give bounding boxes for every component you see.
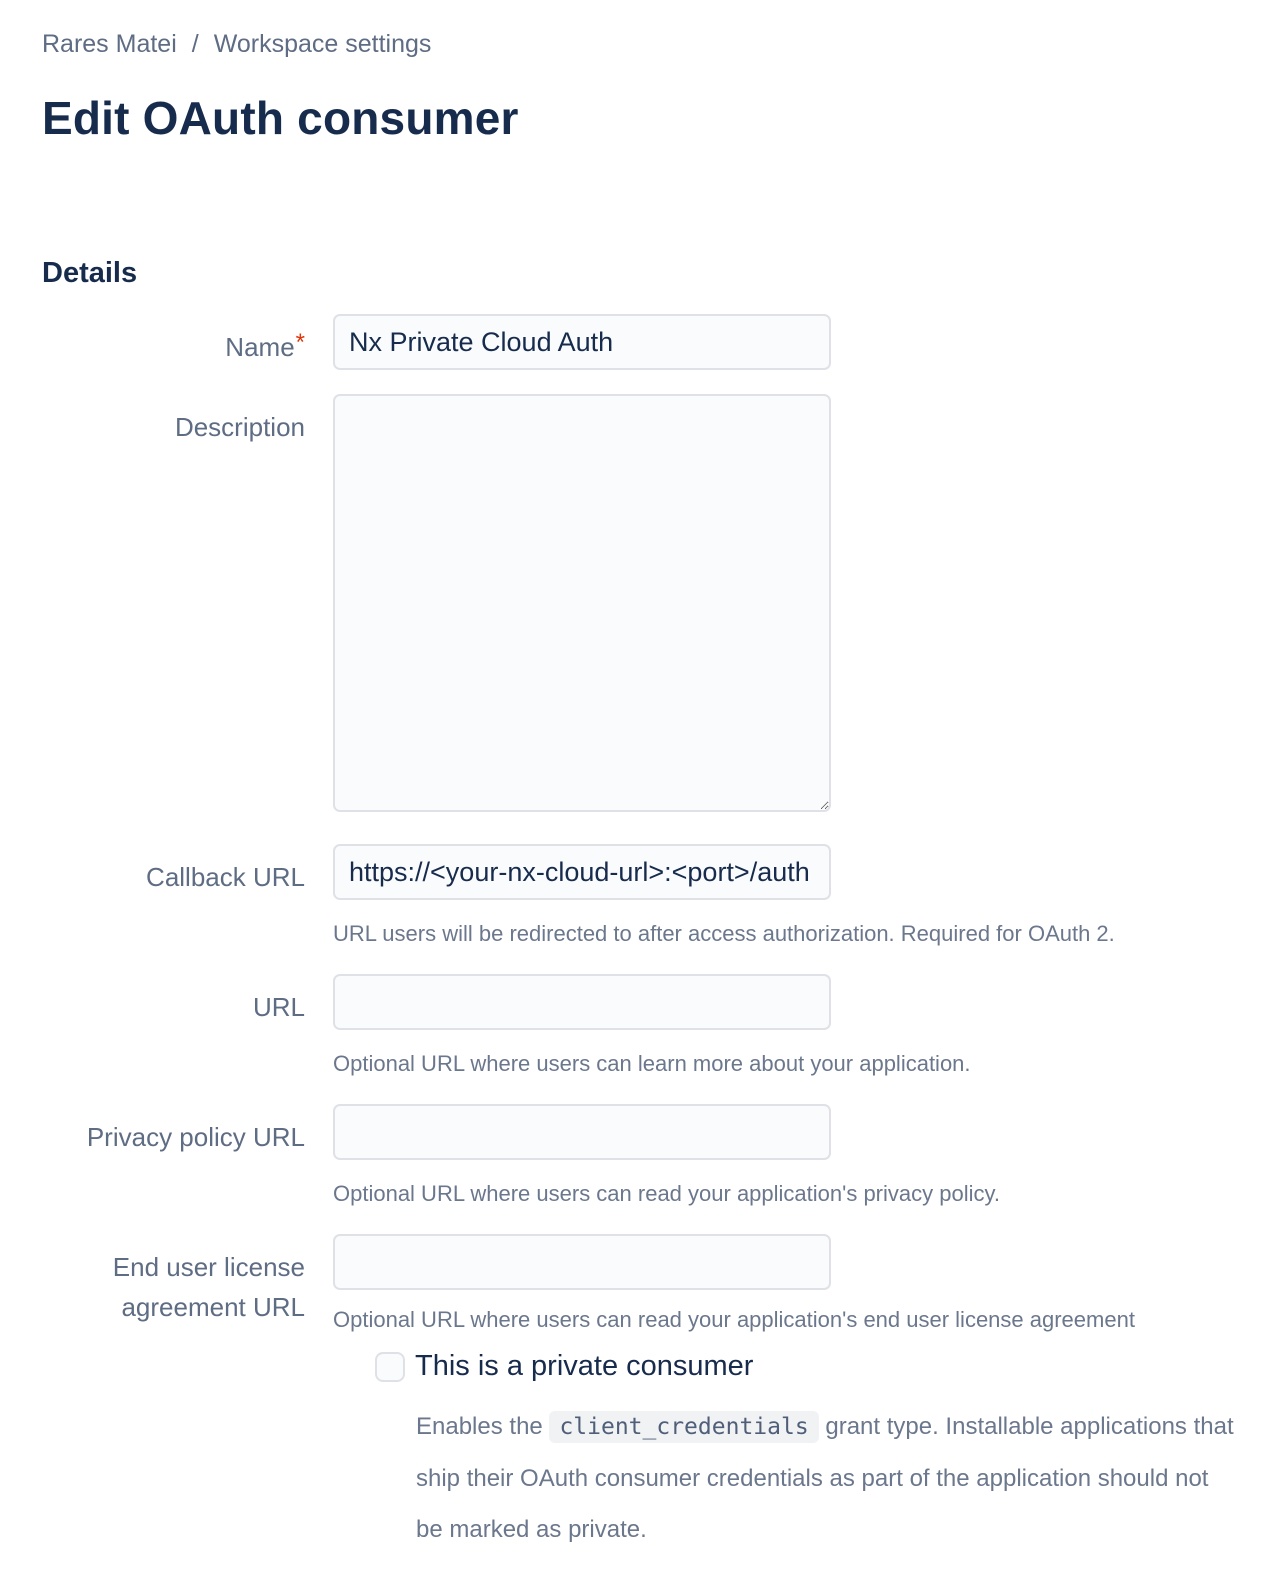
callback-url-label: Callback URL [146,862,305,892]
eula-url-label: End user license agreement URL [112,1252,305,1322]
privacy-policy-url-field-row [42,1104,1238,1208]
details-section-heading: Details [42,257,138,289]
private-consumer-helper-prefix: Enables the [416,1413,550,1440]
breadcrumb-separator: / [191,30,199,58]
description-label: Description [174,412,305,442]
private-consumer-helper-suffix: grant type. Installable applications that ship their OAuth consumer credentials as part of the application should not be marked as private. [416,1413,1234,1543]
description-textarea[interactable] [333,394,831,812]
breadcrumb [42,30,1238,59]
url-label: URL [252,992,305,1022]
description-field-row [42,394,1238,812]
url-input[interactable] [333,974,831,1030]
callback-url-field-row [42,844,1238,948]
private-consumer-checkbox[interactable] [375,1352,405,1382]
breadcrumb-workspace-settings-link[interactable]: Workspace settings [213,30,432,58]
name-label [42,314,333,369]
url-field-row [42,974,1238,1078]
private-consumer-helper-text [416,1401,1238,1555]
privacy-policy-url-helper-text: Optional URL where users can read your application's privacy policy. [333,1181,1000,1206]
required-asterisk: * [295,329,305,356]
private-consumer-label[interactable]: This is a private consumer [415,1350,754,1382]
callback-url-input[interactable] [333,844,831,900]
breadcrumb-workspace-link[interactable]: Rares Matei [42,30,177,58]
name-label-text: Name [225,332,295,362]
url-helper-text: Optional URL where users can learn more about your application. [333,1051,971,1076]
privacy-policy-url-input[interactable] [333,1104,831,1160]
eula-url-helper-text: Optional URL where users can read your application's end user license agreement [333,1307,1135,1332]
privacy-policy-url-label: Privacy policy URL [86,1122,305,1152]
page-title: Edit OAuth consumer [42,92,519,144]
name-input[interactable] [333,314,831,370]
private-consumer-row [375,1350,1238,1383]
callback-url-helper-text: URL users will be redirected to after access authorization. Required for OAuth 2. [333,921,1115,946]
name-field-row [42,314,1238,370]
client-credentials-code: client_credentials [549,1411,818,1443]
eula-url-field-row [42,1234,1238,1334]
eula-url-input[interactable] [333,1234,831,1290]
